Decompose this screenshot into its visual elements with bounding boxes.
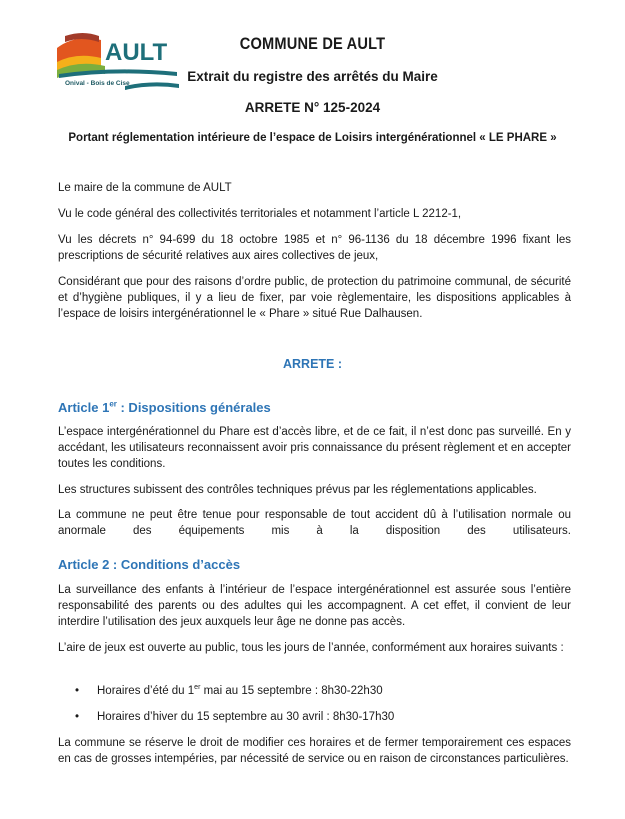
registry-subtitle: Extrait du registre des arrêtés du Maire — [187, 69, 438, 84]
logo-title: AULT — [105, 39, 168, 66]
bullet-summer-sup: er — [194, 684, 201, 692]
commune-title: COMMUNE DE AULT — [239, 34, 386, 53]
article1-paragraph-responsibility: La commune ne peut être tenue pour responsable de tout accident dû à l’utilisation normale ou anormale des équipements mis à la disposition des utilisateurs. — [58, 509, 571, 537]
logo-subtext: Onival - Bois de Cise — [65, 80, 130, 87]
preamble-maire: Le maire de la commune de AULT — [58, 182, 232, 194]
article1-paragraph-controls: Les structures subissent des contrôles techniques prévus par les réglementations applicables. — [58, 484, 537, 496]
article1-title — [58, 400, 271, 415]
bullet-winter-text: Horaires d’hiver du 15 septembre au 30 avril : 8h30-17h30 — [97, 711, 395, 723]
bullet-summer-text-b: mai au 15 septembre : 8h30-22h30 — [200, 685, 383, 697]
arrete-description: Portant réglementation intérieure de l’espace de Loisirs intergénérationnel « LE PHARE » — [68, 132, 557, 144]
bullet-icon: • — [75, 685, 80, 697]
article1-title-sup: er — [109, 399, 117, 409]
preamble-decrets: Vu les décrets n° 94-699 du 18 octobre 1985 et n° 96-1136 du 18 décembre 1996 fixant les prescriptions de sécurité relatives aux aires collectives de jeux, — [58, 234, 571, 262]
bullet-icon: • — [75, 711, 80, 723]
arrete-number: ARRETE N° 125-2024 — [244, 100, 381, 115]
bullet-summer-hours — [75, 683, 383, 699]
article1-title-prefix: Article 1 — [58, 400, 110, 415]
article1-title-suffix: : Dispositions générales — [116, 400, 271, 415]
article2-closing: La commune se réserve le droit de modifier ces horaires et de fermer temporairement ces espaces en cas de grosses intempéries, par nécessité de service ou en raison de circonstances particulières. — [58, 737, 571, 765]
article2-paragraph-supervision: La surveillance des enfants à l’intérieur de l’espace intergénérationnel est assurée sous l’entière responsabilité des parents ou des adultes qui les accompagnent. A cet effet, il convient de leur interdire l’utilisation des jeux auxquels leur âge ne donne pas accès. — [58, 584, 571, 628]
article1-paragraph-access: L’espace intergénérationnel du Phare est d’accès libre, et de ce fait, il n’est donc pas surveillé. En y accédant, les utilisateurs reconnaissent avoir pris connaissance du présent règlement et en accepter toutes les conditions. — [58, 426, 571, 470]
article2-title: Article 2 : Conditions d’accès — [58, 557, 241, 572]
preamble-considerant: Considérant que pour des raisons d’ordre public, de protection du patrimoine communal, de sécurité et d’hygiène publiques, il y a lieu de fixer, par voie règlementaire, les dispositions applicables à l’espace de loisirs intergénérationnel le « Phare » situé Rue Dalhausen. — [58, 276, 571, 320]
article2-paragraph-hours: L’aire de jeux est ouverte au public, tous les jours de l’année, conformément aux horaires suivants : — [58, 642, 564, 654]
preamble-code: Vu le code général des collectivités territoriales et notamment l’article L 2212-1, — [58, 208, 462, 220]
bullet-summer-text-a: Horaires d’été du 1 — [97, 685, 195, 697]
bullet-winter-hours — [75, 709, 394, 725]
arrete-label: ARRETE : — [282, 357, 343, 371]
